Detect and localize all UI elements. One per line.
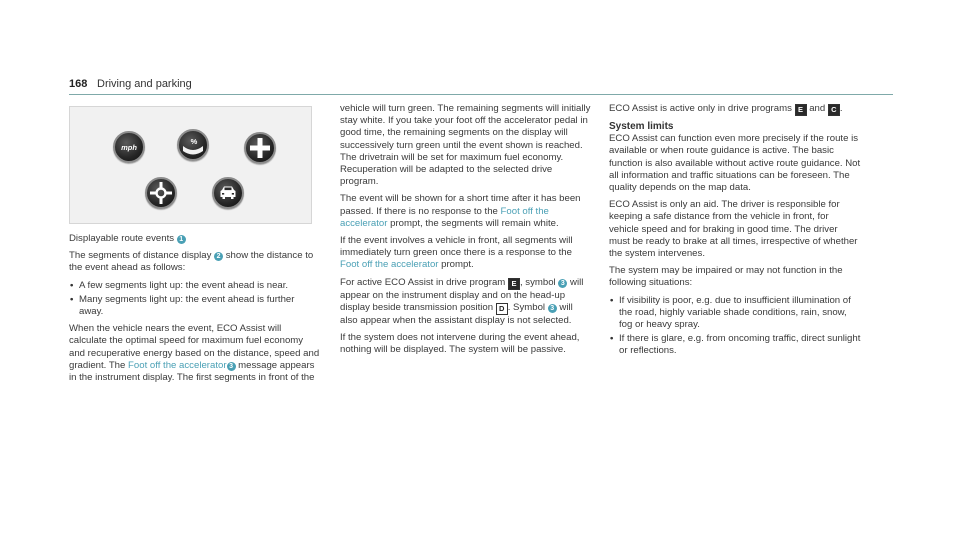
text: will also appear when the assistant display is not selected. xyxy=(340,301,573,326)
drive-program-c-key: C xyxy=(828,104,840,116)
text: prompt. xyxy=(438,259,474,271)
column-2 xyxy=(340,103,592,361)
text: , symbol xyxy=(519,276,559,288)
svg-text:mph: mph xyxy=(121,143,137,152)
text: The segments of distance display xyxy=(69,250,215,262)
list-item-text: If visibility is poor, e.g. due to insufficient illumination of the road, highly variable shade conditions, rain, snow, fog or heavy spray. xyxy=(619,294,851,331)
text: If the event involves a vehicle in front, all segments will immediately turn green once there is a response to the xyxy=(340,235,573,259)
text: ECO Assist is active only in drive programs xyxy=(609,103,795,114)
text: The event will be shown for a short time after it has been passed. If there is no response to the xyxy=(340,193,581,217)
callout-badge: 1 xyxy=(177,235,186,244)
route-events-figure xyxy=(69,106,312,224)
crossroads-icon xyxy=(244,132,276,164)
text: show the distance to the event ahead as follows: xyxy=(69,250,314,274)
list-item xyxy=(69,294,321,318)
caption-text: Displayable route events xyxy=(69,233,175,244)
paragraph xyxy=(609,103,861,116)
column-3 xyxy=(609,103,861,363)
page-number: 168 xyxy=(69,78,88,90)
text: . Symbol xyxy=(507,301,548,313)
bullet-list xyxy=(69,280,321,319)
paragraph xyxy=(340,277,592,327)
roundabout-icon xyxy=(145,177,177,209)
section-heading: System limits xyxy=(609,121,674,132)
callout-badge: 3 xyxy=(548,304,557,313)
display-message-link: Foot off the accelerator xyxy=(340,205,549,229)
paragraph xyxy=(340,193,592,230)
callout-badge: 3 xyxy=(227,362,236,371)
speed-limit-mph-icon xyxy=(113,131,145,163)
bullet-icon: • xyxy=(70,279,74,291)
text: will appear on the instrument display and on the head-up display beside transmission position xyxy=(340,276,584,313)
display-message-link: Foot off the accelerator xyxy=(128,359,227,371)
callout-badge: 3 xyxy=(558,279,567,288)
display-message-link: Foot off the accelerator xyxy=(340,259,439,271)
bullet-icon: • xyxy=(610,333,614,345)
header-rule xyxy=(69,94,893,95)
gradient-percent-icon xyxy=(177,129,209,161)
list-item xyxy=(609,295,861,332)
transmission-d-key: D xyxy=(496,303,508,315)
paragraph: ECO Assist can function even more precisely if the route is available or when route guidance is active. The basic function is also available without active route guidance. Not all information and traffic situations can be foreseen. The quality depends on the map data. xyxy=(609,133,861,194)
callout-badge: 2 xyxy=(214,252,223,261)
bullet-icon: • xyxy=(610,294,614,306)
text: and xyxy=(806,103,828,114)
text: When the vehicle nears the event, ECO Assist will calculate the optimal speed for maximum fuel economy and recuperative energy based on the distance, speed and gradient. The xyxy=(69,323,320,371)
bullet-list xyxy=(609,295,861,358)
text: prompt, the segments will remain white. xyxy=(387,217,559,229)
paragraph xyxy=(340,235,592,272)
list-item xyxy=(609,333,861,357)
page-title: Driving and parking xyxy=(97,78,192,90)
figure-caption xyxy=(69,233,321,245)
paragraph: If the system does not intervene during the event ahead, nothing will be displayed. The system will be passive. xyxy=(340,332,580,356)
list-item-text: A few segments light up: the event ahead is near. xyxy=(79,279,289,291)
bullet-icon: • xyxy=(70,293,74,305)
drive-program-e-key: E xyxy=(795,104,807,116)
paragraph: The system may be impaired or may not function in the following situations: xyxy=(609,265,843,289)
vehicle-ahead-icon xyxy=(212,177,244,209)
text: For active ECO Assist in drive program xyxy=(340,276,508,288)
paragraph: vehicle will turn green. The remaining segments will initially stay white. If you take your foot off the accelerator pedal in good time, the remaining segments on the display will successively turn green until the event shown is reached. The drivetrain will be set for maximum fuel economy. Recuperation will be adapted to the selected drive program. xyxy=(340,103,591,188)
paragraph xyxy=(69,323,321,384)
column-1 xyxy=(69,233,321,389)
list-item xyxy=(69,280,321,292)
paragraph: ECO Assist is only an aid. The driver is responsible for keeping a safe distance from the vehicle in front, for vehicle speed and for braking in good time. The driver must be ready to brake at all times, irrespective of whether the system intervenes. xyxy=(609,199,858,260)
page-header xyxy=(69,78,893,92)
text: message appears in the instrument display. The first segments in front of the xyxy=(69,359,315,384)
text: . xyxy=(839,103,843,114)
drive-program-e-key: E xyxy=(508,278,520,290)
list-item-text: If there is glare, e.g. from oncoming traffic, direct sunlight or reflections. xyxy=(619,333,861,357)
paragraph xyxy=(69,250,321,274)
list-item-text: Many segments light up: the event ahead is further away. xyxy=(79,293,295,318)
svg-text:%: % xyxy=(190,137,198,146)
